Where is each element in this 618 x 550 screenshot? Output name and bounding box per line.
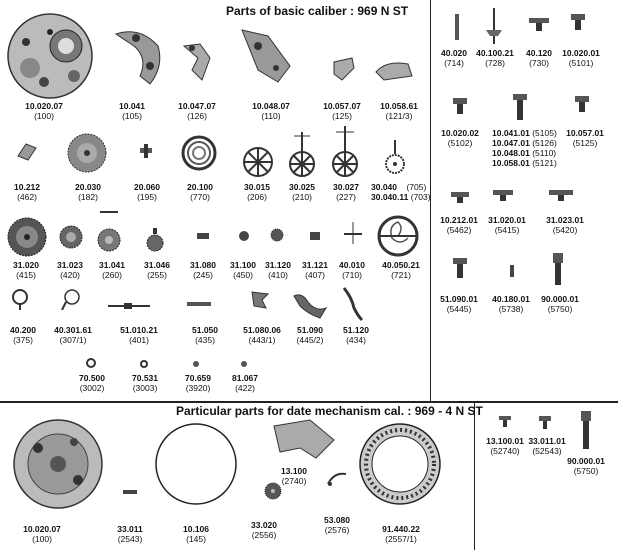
part-label: 31.023 (420) (57, 260, 83, 280)
part-10212-image (16, 140, 38, 162)
screw-5738-image (508, 264, 516, 278)
side-part-label: 10.057.01 (5125) (566, 128, 604, 148)
screw-5420-image (548, 188, 574, 202)
date-part-label: 33.020 (2556) (251, 520, 277, 540)
part-label: 70.659 (3920) (185, 373, 211, 393)
side-part-label: 40.020 (714) (441, 48, 467, 68)
spring-ring-image (154, 422, 238, 506)
part-label: 31.100 (450) (230, 260, 256, 280)
part-label: 81.067 (422) (232, 373, 258, 393)
part-label: 20.060 (195) (134, 182, 160, 202)
mainspring-image (180, 134, 218, 172)
part-label: 31.120 (410) (265, 260, 291, 280)
main-plate-image (4, 12, 96, 100)
part-33011-01-image (538, 414, 552, 430)
date-side-part-label: 13.100.01 (52740) (486, 436, 524, 456)
side-part-label: 31.020.01 (5415) (488, 215, 526, 235)
part-label: 30.025 (210) (289, 182, 315, 202)
date-side-part-label: 33.011.01 (52543) (528, 436, 566, 456)
part-label: 31.046 (255) (144, 260, 170, 280)
part-label: 40.010 (710) (339, 260, 365, 280)
part-40200-image (10, 288, 30, 310)
part-90000-01-date-image (580, 410, 592, 450)
part-label: 10.058.61 (121/3) (380, 101, 418, 121)
balance-wheel-image (374, 214, 422, 258)
part-31120-image (270, 228, 284, 242)
part-label: 40.200 (375) (10, 325, 36, 345)
part-label: 31.121 (407) (302, 260, 328, 280)
part-51120-image (340, 284, 366, 322)
side-part-label: 90.000.01 (5750) (541, 294, 579, 314)
part-13100-image (270, 418, 336, 460)
part-31020-image (6, 216, 48, 258)
barrel-bridge-image (110, 26, 166, 88)
part-label: 10.047.07 (126) (178, 101, 216, 121)
part-label: 51.120 (434) (343, 325, 369, 345)
side-part-label: 10.020.01 (5101) (562, 48, 600, 68)
part-40120-image (528, 14, 550, 32)
screw-5125-image (574, 94, 590, 114)
part-label: 51.010.21 (401) (120, 325, 158, 345)
part-label: 31.041 (260) (99, 260, 125, 280)
part-70500-image (86, 358, 96, 368)
part-label: 10.048.07 (110) (252, 101, 290, 121)
date-side-part-label: 90.000.01 (5750) (567, 456, 605, 476)
side-part-label: 40.120 (730) (526, 48, 552, 68)
part-label: 10.020.07 (100) (25, 101, 63, 121)
side-part-label: 10.048.01 (5110) (492, 148, 557, 158)
vertical-divider-bottom (474, 403, 475, 550)
part-31100-image (238, 230, 250, 242)
part-51010-image (106, 302, 152, 310)
part-label: 40.050.21 (721) (382, 260, 420, 280)
part-10020-01-image (570, 12, 586, 32)
part-31046-image (144, 228, 166, 252)
part-40010-image (342, 222, 364, 244)
date-part-label: 53.080 (2576) (324, 515, 350, 535)
part-53080-image (326, 470, 348, 488)
part-13100-01-image (498, 414, 512, 428)
screw-5462-image (450, 190, 470, 204)
screw-5750-image (552, 252, 564, 286)
part-label: 20.100 (770) (187, 182, 213, 202)
third-wheel-image (286, 132, 318, 178)
mainspring-barrel-image (66, 132, 108, 174)
part-10057-image (330, 56, 358, 82)
part-70659-image (192, 360, 200, 368)
side-part-label: 10.212.01 (5462) (440, 215, 478, 235)
date-disc-image (358, 422, 442, 506)
part-40100-image (482, 8, 506, 44)
part-label: 10.057.07 (125) (323, 101, 361, 121)
part-33011-image (122, 488, 138, 496)
part-33020-image (264, 482, 282, 500)
top-divider (0, 401, 618, 403)
part-51080-image (248, 288, 272, 312)
date-part-label: 10.106 (145) (183, 524, 209, 544)
fourth-wheel-image (328, 126, 362, 178)
part-label: 70.531 (3003) (132, 373, 158, 393)
part-label: 10.041 (105) (119, 101, 145, 121)
part-81067-image (240, 360, 248, 368)
part-label: 70.500 (3002) (79, 373, 105, 393)
center-wheel-image (240, 138, 276, 178)
side-part-label: 10.020.02 (5102) (441, 128, 479, 148)
part-label: 31.020 (415) (13, 260, 39, 280)
side-part-label: 40.100.21 (728) (476, 48, 514, 68)
part-31023-image (58, 224, 84, 250)
date-mechanism-title: Particular parts for date mechanism cal. : 969 - 4 N ST (176, 404, 483, 418)
part-70531-image (140, 360, 148, 368)
part-10058-image (374, 58, 414, 82)
side-part-label: 40.180.01 (5738) (492, 294, 530, 314)
side-part-label: 10.047.01 (5126) (492, 138, 557, 148)
part-label: 20.030 (182) (75, 182, 101, 202)
part-label: 30.027 (227) (333, 182, 359, 202)
part-40020-image (452, 12, 462, 42)
part-51090-image (290, 290, 328, 320)
part-40301-image (60, 288, 82, 310)
train-bridge-image (180, 40, 216, 84)
screw-5105-image (512, 92, 528, 122)
screw-5445-image (452, 256, 468, 280)
date-plate-image (12, 418, 104, 510)
part-31121-image (308, 230, 322, 242)
basic-caliber-title: Parts of basic caliber : 969 N ST (226, 4, 409, 18)
side-part-label: 10.058.01 (5121) (492, 158, 557, 168)
side-part-label: 51.090.01 (5445) (440, 294, 478, 314)
part-label: 30.040.11 (703) (371, 192, 431, 202)
escape-wheel-image (384, 140, 406, 174)
part-label: 31.080 (245) (190, 260, 216, 280)
part-31080-image (196, 230, 210, 242)
part-label: 40.301.61 (307/1) (54, 325, 92, 345)
part-label: 51.080.06 (443/1) (243, 325, 281, 345)
part-label: 30.015 (206) (244, 182, 270, 202)
balance-cock-image (238, 26, 294, 84)
arbor-image (138, 144, 154, 158)
part-label: 51.050 (435) (192, 325, 218, 345)
date-part-label: 91.440.22 (2557/1) (382, 524, 420, 544)
screw-5415-image (492, 188, 514, 202)
part-label: 10.212 (462) (14, 182, 40, 202)
date-part-label: 33.011 (2543) (117, 524, 143, 544)
screw-5102-image (452, 96, 468, 116)
part-label: 51.090 (445/2) (296, 325, 324, 345)
side-part-label: 10.041.01 (5105) (492, 128, 557, 138)
part-51050-image (186, 300, 212, 308)
date-part-label: 10.020.07 (100) (23, 524, 61, 544)
part-31041-image (96, 208, 122, 254)
part-label: 30.040 (705) (371, 182, 427, 192)
date-part-label: 13.100 (2740) (281, 466, 307, 486)
side-part-label: 31.023.01 (5420) (546, 215, 584, 235)
